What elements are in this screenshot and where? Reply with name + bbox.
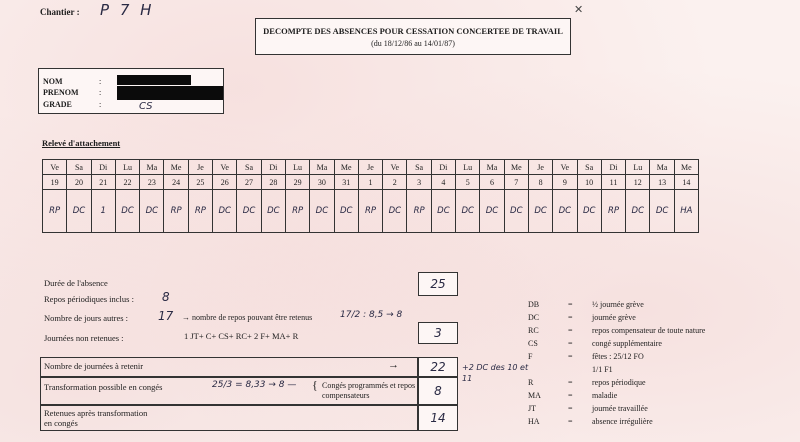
repos-value: 8 [162, 290, 170, 304]
calendar-day-cell: Ma [480, 160, 504, 175]
calendar-day-cell: Je [188, 160, 212, 175]
calendar-day-cell: Sa [577, 160, 601, 175]
calendar-date-cell: 25 [188, 175, 212, 190]
transfo-value: 8 [418, 377, 458, 405]
calendar-day-cell: Me [674, 160, 698, 175]
calendar-date-cell: 12 [626, 175, 650, 190]
calendar-days-row [43, 160, 699, 175]
calendar-code-cell: DC [480, 190, 504, 233]
calendar-date-cell: 4 [431, 175, 455, 190]
calendar-date-cell: 11 [601, 175, 625, 190]
legend-text: absence irrégulière [592, 417, 653, 426]
calendar-date-cell: 3 [407, 175, 431, 190]
calendar-date-cell: 23 [140, 175, 164, 190]
duree-label: Durée de l'absence [44, 278, 108, 288]
calendar-day-cell: Me [504, 160, 528, 175]
calendar-code-cell: DC [383, 190, 407, 233]
a-retenir-note: +2 DC des 10 et 11 [462, 363, 529, 383]
legend-equals: = [568, 352, 573, 361]
grade-value: CS [139, 101, 153, 112]
duree-value: 25 [418, 272, 458, 296]
calendar-code-cell: DC [237, 190, 261, 233]
retenues-label-2: en congés [44, 418, 78, 428]
legend-equals: = [568, 391, 573, 400]
legend-row [528, 417, 778, 429]
calendar-grid [42, 159, 699, 233]
calendar-code-cell: DC [504, 190, 528, 233]
calendar-code-cell: DC [140, 190, 164, 233]
legend-text: journée travaillée [592, 404, 648, 413]
calendar-date-cell: 10 [577, 175, 601, 190]
legend-row [528, 352, 778, 364]
legend-code: JT [528, 404, 536, 413]
legend-row [528, 300, 778, 312]
calendar-code-cell: RP [188, 190, 212, 233]
calendar-code-cell: DC [528, 190, 552, 233]
repos-label: Repos périodiques inclus : [44, 294, 134, 304]
calendar-day-cell: Di [431, 160, 455, 175]
calendar-day-cell: Me [334, 160, 358, 175]
calendar-day-cell: Sa [67, 160, 91, 175]
document-title: DECOMPTE DES ABSENCES POUR CESSATION CONCERTEE DE TRAVAIL [263, 26, 563, 36]
jours-note: → nombre de repos pouvant être retenus [182, 313, 313, 322]
grade-colon: : [99, 100, 102, 109]
calendar-code-cell: RP [285, 190, 309, 233]
prenom-label: PRENOM [43, 88, 79, 97]
legend-code: MA [528, 391, 541, 400]
legend-text: 1/1 F1 [592, 365, 613, 374]
calendar-code-cell: DC [67, 190, 91, 233]
transfo-calc: 25/3 = 8,33 → 8 — [212, 380, 297, 390]
legend-row [528, 404, 778, 416]
calendar-date-cell: 8 [528, 175, 552, 190]
grade-label: GRADE [43, 100, 72, 109]
legend-code: DB [528, 300, 540, 309]
calendar-day-cell: Ve [213, 160, 237, 175]
legend-text: congé supplémentaire [592, 339, 662, 348]
calendar-date-cell: 27 [237, 175, 261, 190]
calendar-code-cell: DC [553, 190, 577, 233]
calendar-code-cell: RP [164, 190, 188, 233]
close-icon: ✕ [574, 4, 584, 16]
non-retenues-items: 1 JT+ C+ CS+ RC+ 2 F+ MA+ R [184, 331, 299, 341]
calendar-date-cell: 13 [650, 175, 674, 190]
calendar-code-cell: HA [674, 190, 698, 233]
calendar-day-cell: Ve [43, 160, 67, 175]
calendar-day-cell: Lu [115, 160, 139, 175]
calendar-date-cell: 24 [164, 175, 188, 190]
chantier-label: Chantier : [40, 7, 80, 17]
legend-text: fêtes : 25/12 FO [592, 352, 644, 361]
calendar-code-cell: DC [431, 190, 455, 233]
legend-code: F [528, 352, 533, 361]
legend-code: CS [528, 339, 538, 348]
non-retenues-label: Journées non retenues : [44, 333, 124, 343]
calendar-date-cell: 6 [480, 175, 504, 190]
legend-row [528, 313, 778, 325]
calendar-day-cell: Di [261, 160, 285, 175]
calendar-day-cell: Sa [407, 160, 431, 175]
calendar-date-cell: 2 [383, 175, 407, 190]
calendar-day-cell: Ve [383, 160, 407, 175]
calendar-code-cell: 1 [91, 190, 115, 233]
calendar-day-cell: Sa [237, 160, 261, 175]
non-retenues-value: 3 [418, 322, 458, 344]
legend-code: RC [528, 326, 539, 335]
calendar-day-cell: Ma [310, 160, 334, 175]
calendar-date-cell: 1 [358, 175, 382, 190]
calendar-day-cell: Di [91, 160, 115, 175]
a-retenir-arrow: → [388, 359, 399, 371]
document-period: (du 18/12/86 au 14/01/87) [371, 39, 455, 48]
transfo-note: Congés programmés et repos compensateurs [322, 381, 416, 400]
legend-text: maladie [592, 391, 618, 400]
calendar-code-cell: RP [43, 190, 67, 233]
calendar-code-cell: DC [261, 190, 285, 233]
calendar-date-cell: 19 [43, 175, 67, 190]
calendar-day-cell: Je [528, 160, 552, 175]
legend [528, 300, 778, 430]
calendar-code-cell: RP [358, 190, 382, 233]
jours-calc: 17/2 : 8,5 → 8 [340, 310, 403, 320]
calendar-day-cell: Je [358, 160, 382, 175]
legend-equals: = [568, 378, 573, 387]
legend-row [528, 365, 778, 377]
legend-row [528, 339, 778, 351]
nom-label: NOM [43, 77, 63, 86]
calendar-code-cell: DC [626, 190, 650, 233]
legend-row [528, 378, 778, 390]
legend-equals: = [568, 326, 573, 335]
calendar-code-cell: DC [213, 190, 237, 233]
legend-text: ½ journée grève [592, 300, 644, 309]
legend-row [528, 326, 778, 338]
calendar-day-cell: Di [601, 160, 625, 175]
legend-equals: = [568, 300, 573, 309]
calendar-day-cell: Ve [553, 160, 577, 175]
legend-text: repos compensateur de toute nature [592, 326, 706, 335]
calendar-date-cell: 29 [285, 175, 309, 190]
jours-label: Nombre de jours autres : [44, 313, 129, 323]
transfo-label: Transformation possible en congés [44, 382, 163, 392]
legend-text: journée grève [592, 313, 636, 322]
calendar-day-cell: Lu [285, 160, 309, 175]
calendar-code-cell: RP [601, 190, 625, 233]
calendar-code-cell: DC [650, 190, 674, 233]
identity-box [38, 68, 224, 114]
calendar-day-cell: Lu [626, 160, 650, 175]
calendar-dates-row [43, 175, 699, 190]
calendar-date-cell: 21 [91, 175, 115, 190]
legend-equals: = [568, 404, 573, 413]
legend-code: R [528, 378, 534, 387]
calendar-date-cell: 30 [310, 175, 334, 190]
calendar-date-cell: 20 [67, 175, 91, 190]
chantier-value: P 7 H [100, 1, 155, 19]
calendar-date-cell: 14 [674, 175, 698, 190]
a-retenir-value: 22 [418, 357, 458, 377]
transfo-brace: { [312, 378, 318, 392]
a-retenir-label: Nombre de journées à retenir [44, 361, 144, 371]
legend-equals: = [568, 313, 573, 322]
calendar-date-cell: 28 [261, 175, 285, 190]
prenom-redaction [117, 86, 223, 100]
calendar-code-cell: DC [310, 190, 334, 233]
calendar-code-cell: DC [577, 190, 601, 233]
legend-row [528, 391, 778, 403]
calendar-code-cell: RP [407, 190, 431, 233]
calendar-day-cell: Ma [140, 160, 164, 175]
legend-code: HA [528, 417, 540, 426]
calendar-date-cell: 26 [213, 175, 237, 190]
retenues-label-1: Retenues après transformation [44, 408, 148, 418]
legend-equals: = [568, 417, 573, 426]
calendar-date-cell: 9 [553, 175, 577, 190]
calendar-code-cell: DC [334, 190, 358, 233]
prenom-colon: : [99, 88, 102, 97]
calendar-code-cell: DC [115, 190, 139, 233]
calendar-day-cell: Ma [650, 160, 674, 175]
nom-redaction [117, 75, 191, 85]
calendar-date-cell: 7 [504, 175, 528, 190]
legend-text: repos périodique [592, 378, 646, 387]
calendar-date-cell: 31 [334, 175, 358, 190]
jours-value: 17 [158, 309, 174, 323]
calendar-date-cell: 22 [115, 175, 139, 190]
calendar-day-cell: Lu [456, 160, 480, 175]
calendar-date-cell: 5 [456, 175, 480, 190]
calendar-codes-row [43, 190, 699, 233]
document-title-box [255, 18, 571, 55]
retenues-value: 14 [418, 405, 458, 431]
calendar-day-cell: Me [164, 160, 188, 175]
legend-code: DC [528, 313, 540, 322]
releve-label: Relevé d'attachement [42, 138, 121, 148]
legend-equals: = [568, 339, 573, 348]
nom-colon: : [99, 77, 102, 86]
calendar-code-cell: DC [456, 190, 480, 233]
